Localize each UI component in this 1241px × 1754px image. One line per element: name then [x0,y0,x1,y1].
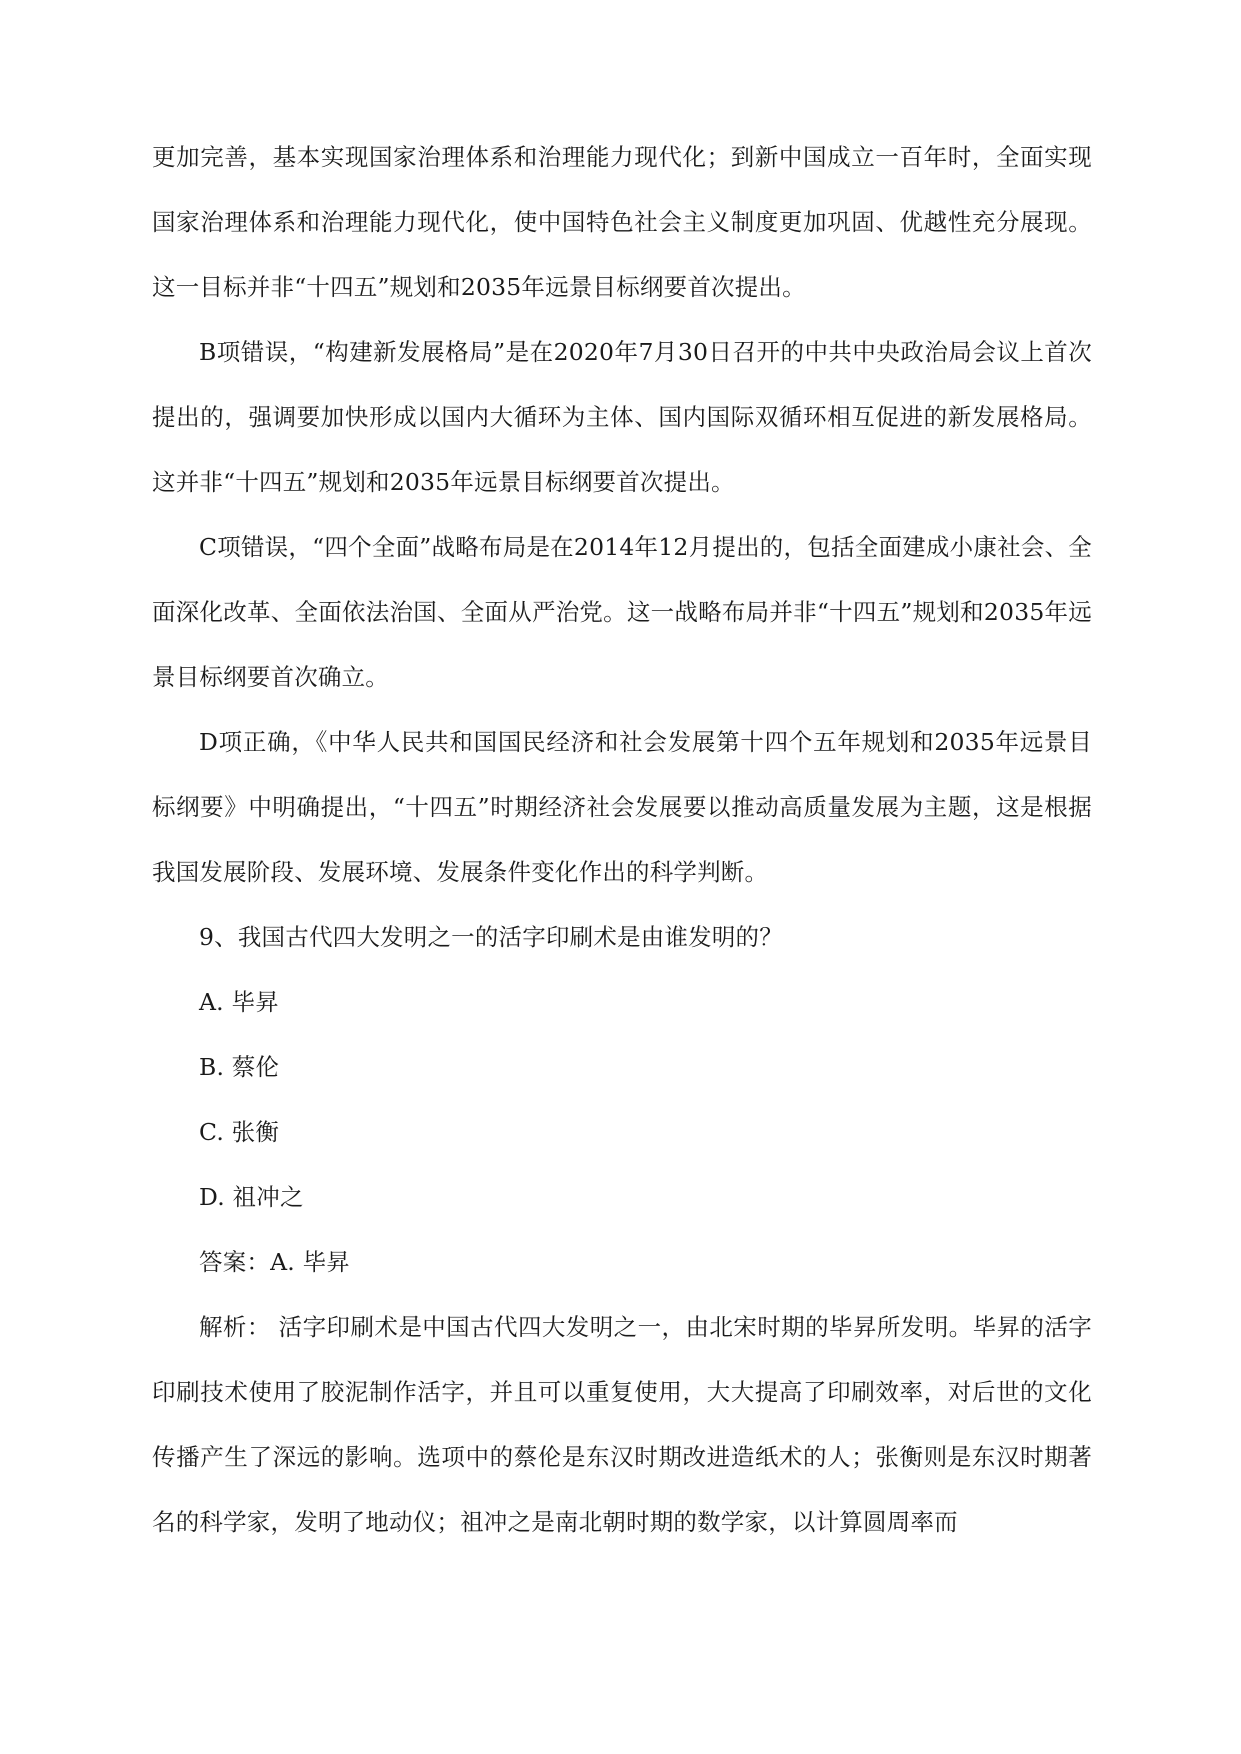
question-text: 9、我国古代四大发明之一的活字印刷术是由谁发明的？ [199,923,783,951]
option-b: B. 蔡伦 [199,1053,280,1081]
option-d: D. 祖冲之 [199,1183,304,1211]
option-a: A. 毕昇 [199,988,279,1016]
option-c: C. 张衡 [199,1118,280,1146]
option-c-analysis: C项错误，“四个全面”战略布局是在2014年12月提出的，包括全面建成小康社会、全面深化改革、全面依法治国、全面从严治党。这一战略布局并非“十四五”规划和2035年远景目标纲要首次确立。 [152,533,1092,691]
option-b-analysis: B项错误，“构建新发展格局”是在2020年7月30日召开的中共中央政治局会议上首次提出的，强调要加快形成以国内大循环为主体、国内国际双循环相互促进的新发展格局。这并非“十四五”规划和2035年远景目标纲要首次提出。 [152,338,1092,496]
continuation-paragraph: 更加完善，基本实现国家治理体系和治理能力现代化；到新中国成立一百年时，全面实现国家治理体系和治理能力现代化，使中国特色社会主义制度更加巩固、优越性充分展现。这一目标并非“十四五”规划和2035年远景目标纲要首次提出。 [152,143,1092,301]
option-d-analysis: D项正确，《中华人民共和国国民经济和社会发展第十四个五年规划和2035年远景目标纲要》中明确提出，“十四五”时期经济社会发展要以推动高质量发展为主题，这是根据我国发展阶段、发展环境、发展条件变化作出的科学判断。 [152,728,1092,886]
answer-line: 答案：A. 毕昇 [199,1248,351,1276]
explanation-paragraph: 解析： 活字印刷术是中国古代四大发明之一，由北宋时期的毕昇所发明。毕昇的活字印刷技术使用了胶泥制作活字，并且可以重复使用，大大提高了印刷效率，对后世的文化传播产生了深远的影响。选项中的蔡伦是东汉时期改进造纸术的人；张衡则是东汉时期著名的科学家，发明了地动仪；祖冲之是南北朝时期的数学家，以计算圆周率而 [152,1313,1092,1536]
